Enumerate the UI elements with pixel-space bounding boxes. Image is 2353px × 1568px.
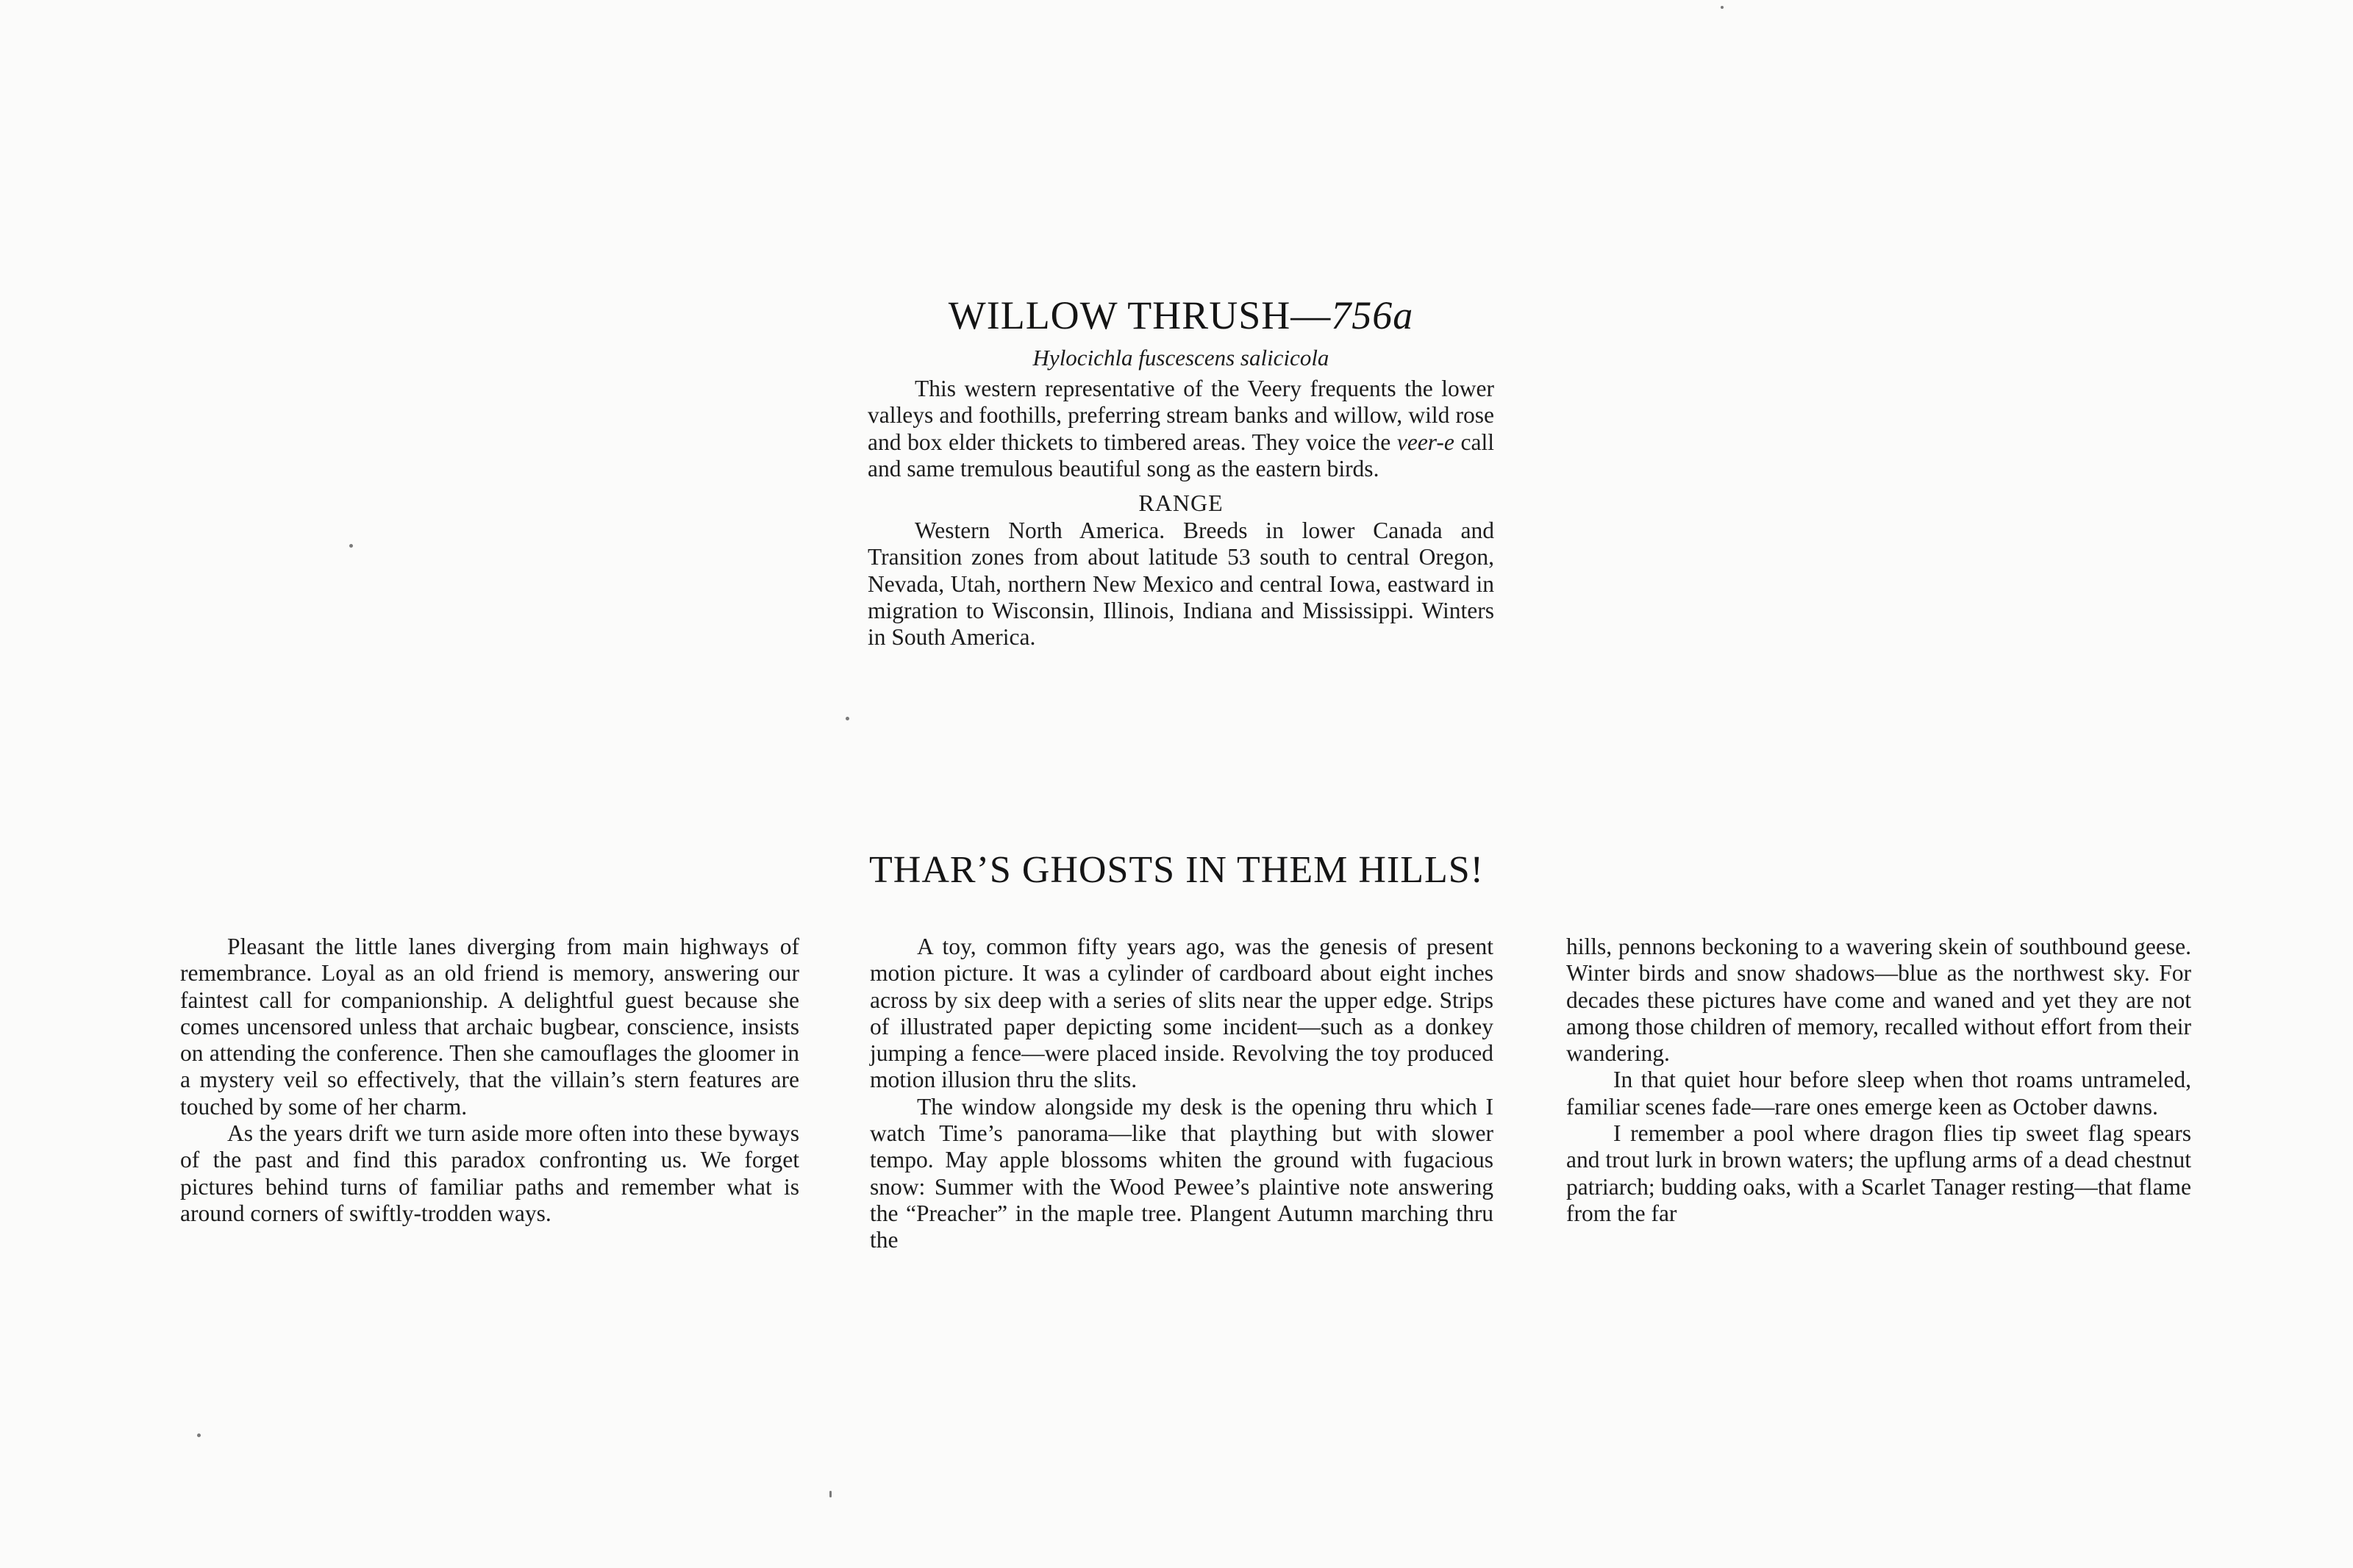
species-section bbox=[868, 290, 1494, 651]
scientific-name: Hylocichla fuscescens salicicola bbox=[1032, 345, 1329, 370]
article-paragraph: hills, pennons beckoning to a wavering skein of southbound geese. Winter birds and snow shadows—blue as the northwest sky. For decades these pictures have come and waned and yet they are not among those children of memory, recalled without effort from their wandering. bbox=[1566, 934, 2191, 1067]
paper-speck bbox=[829, 1491, 832, 1497]
species-number: 756a bbox=[1331, 293, 1414, 337]
species-title-name: WILLOW THRUSH— bbox=[948, 293, 1332, 337]
range-heading: RANGE bbox=[1138, 490, 1224, 517]
species-description-end: call and same tremulous beautiful song as the eastern birds. bbox=[868, 429, 1495, 482]
paper-speck bbox=[846, 717, 849, 720]
article-paragraph: In that quiet hour before sleep when thot roams untrameled, familiar scenes fade—rare ones emerge keen as October dawns. bbox=[1566, 1067, 2191, 1120]
article-paragraph: Pleasant the little lanes diverging from main highways of remembrance. Loyal as an old friend is memory, answering our faintest call for companionship. A delightful guest because she comes uncensored unless that archaic bugbear, conscience, insists on attending the conference. Then she camouflages the gloomer in a mystery veil so effectively, that the villain’s stern features are touched by some of her charm. bbox=[180, 934, 799, 1120]
article-paragraph: I remember a pool where dragon flies tip sweet flag spears and trout lurk in brown waters; the upflung arms of a dead chestnut patriarch; budding oaks, with a Scarlet Tanager resting—that flame from the far bbox=[1566, 1120, 2191, 1226]
species-call: veer-e bbox=[1396, 429, 1454, 455]
paper-speck bbox=[1721, 6, 1724, 9]
species-description bbox=[868, 376, 1494, 482]
article-title: THAR’S GHOSTS IN THEM HILLS! bbox=[869, 849, 1484, 891]
species-description-start: This western representative of the Veery frequents the lower valleys and foothills, preferring stream banks and willow, wild rose and box elder thickets to timbered areas. They voice the bbox=[868, 376, 1494, 455]
article-paragraph: As the years drift we turn aside more often into these byways of the past and find this paradox confronting us. We forget pictures behind turns of familiar paths and remember what is around corners of swiftly-trodden ways. bbox=[180, 1120, 799, 1226]
range-text: Western North America. Breeds in lower Canada and Transition zones from about latitude 53 south to central Oregon, Nevada, Utah, northern New Mexico and central Iowa, eastward in migration to Wisconsin, Illinois, Indiana and Mississippi. Winters in South America. bbox=[868, 518, 1494, 651]
article-paragraph: The window alongside my desk is the opening thru which I watch Time’s panorama—like that plaything but with slower tempo. May apple blossoms whiten the ground with fugacious snow: Summer with the Wood Pewee’s plaintive note answering the “Preacher” in the maple tree. Plangent Autumn marching thru the bbox=[870, 1093, 1493, 1253]
article-paragraph: A toy, common fifty years ago, was the genesis of present motion picture. It was a cylinder of cardboard about eight inches across by six deep with a series of slits near the upper edge. Strips of illustrated paper depicting some incident—such as a donkey jumping a fence—were placed inside. Revolving the toy produced motion illusion thru the slits. bbox=[870, 934, 1493, 1093]
article-column-3 bbox=[1566, 934, 2191, 1227]
paper-speck bbox=[349, 544, 353, 548]
article-column-2 bbox=[870, 934, 1493, 1254]
article-column-1 bbox=[180, 934, 799, 1227]
paper-speck bbox=[197, 1433, 201, 1437]
species-title bbox=[868, 290, 1494, 340]
